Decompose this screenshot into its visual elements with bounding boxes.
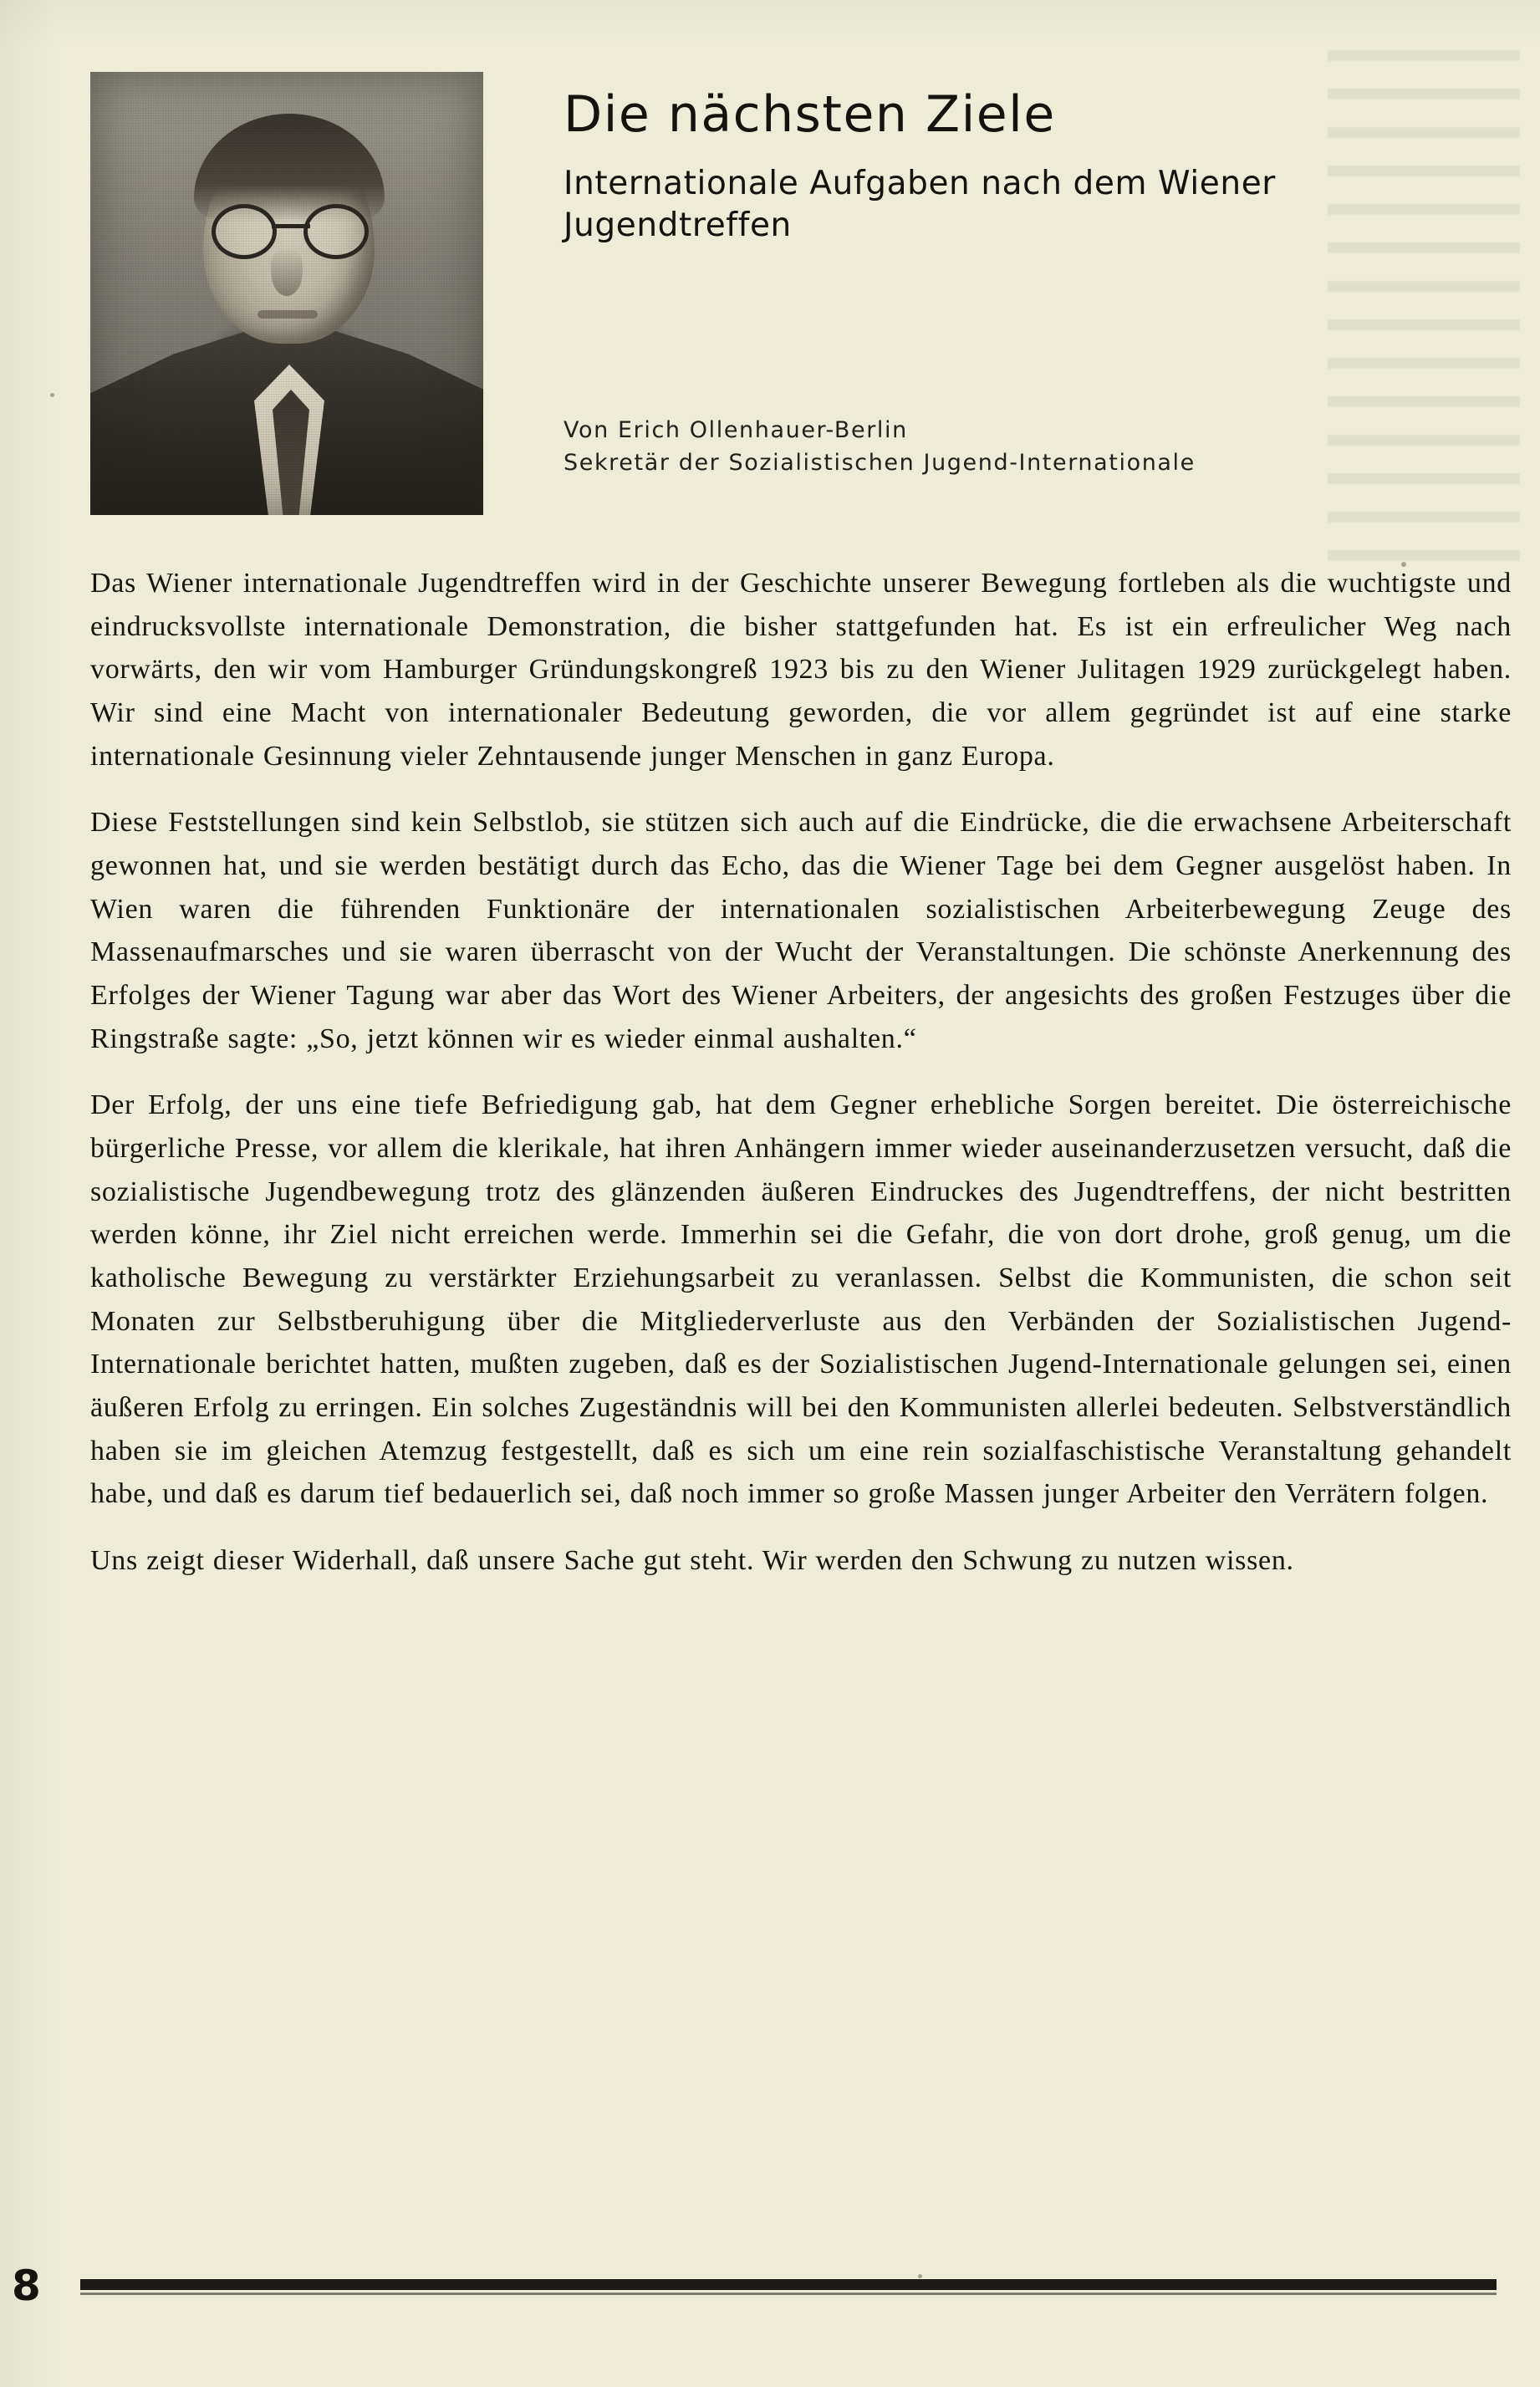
article	[90, 72, 1512, 1583]
paper-speck	[918, 2274, 922, 2278]
paragraph: Diese Feststellungen sind kein Selbstlob, sie stützen sich auch auf die Eindrücke, die die erwachsene Arbeiterschaft gewonnen hat, und sie werden bestätigt durch das Echo, das die Wiener Tage bei dem Gegner ausgelöst haben. In Wien waren die führenden Funktionäre der internationalen sozialistischen Arbeiterbewegung Zeuge des Massenaufmarsches und sie waren überrascht von der Wucht der Veranstaltungen. Die schönste Anerkennung des Erfolges der Wiener Tagung war aber das Wort des Wiener Arbeiters, der angesichts des großen Festzuges über die Ringstraße sagte: „So, jetzt können wir es wieder einmal aushalten.“	[90, 807, 1512, 1054]
title-block	[483, 72, 1512, 479]
paragraph: Uns zeigt dieser Widerhall, daß unsere Sache gut steht. Wir werden den Schwung zu nutzen wissen.	[90, 1545, 1294, 1577]
page-title: Die nächsten Ziele	[563, 85, 1056, 144]
page-subtitle: Internationale Aufgaben nach dem Wiener Jugendtreffen	[563, 165, 1276, 244]
page-number: 8	[12, 2262, 41, 2310]
paragraph: Der Erfolg, der uns eine tiefe Befriedigung gab, hat dem Gegner erhebliche Sorgen bereitet. Die österreichische bürgerliche Presse, vor allem die klerikale, hat ihren Anhängern immer wieder auseinanderzusetzen versucht, daß die sozialistische Jugendbewegung trotz des glänzenden äußeren Eindruckes des Jugendtreffens, der nicht bestritten werden könne, ihr Ziel nicht erreichen werde. Immerhin sei die Gefahr, die von dort drohe, groß genug, um die katholische Bewegung zu verstärkter Erziehungsarbeit zu veranlassen. Selbst die Kommunisten, die schon seit Monaten zur Selbstberuhigung über die Mitgliederverluste aus den Verbänden der Sozialistischen Jugend-Internationale berichtet hatten, mußten zugeben, daß es der Sozialistischen Jugend-Internationale gelungen sei, einen äußeren Erfolg zu erringen. Ein solches Zugeständnis will bei den Kommunisten allerlei bedeuten. Selbstverständlich haben sie im gleichen Atemzug festgestellt, daß es sich um eine rein sozialfaschistische Veranstaltung gehandelt habe, und daß es darum tief bedauerlich sei, daß noch immer so große Massen junger Arbeiter den Verrätern folgen.	[90, 1089, 1512, 1510]
portrait-vignette	[90, 72, 483, 515]
portrait-photo	[90, 72, 483, 515]
article-header	[90, 72, 1512, 515]
byline	[563, 414, 1512, 479]
paper-speck	[50, 393, 54, 397]
article-body	[90, 562, 1512, 1583]
byline-role: Sekretär der Sozialistischen Jugend-Internationale	[563, 449, 1196, 476]
byline-author: Von Erich Ollenhauer-Berlin	[563, 416, 908, 443]
paragraph: Das Wiener internationale Jugendtreffen wird in der Geschichte unserer Bewegung fortleben als die wuchtigste und eindrucksvollste internationale Demonstration, die bisher stattgefunden hat. Es ist ein erfreulicher Weg nach vorwärts, den wir vom Hamburger Gründungskongreß 1923 bis zu den Wiener Julitagen 1929 zurückgelegt haben. Wir sind eine Macht von internationaler Bedeutung geworden, die vor allem gegründet ist auf eine starke internationale Gesinnung vieler Zehntausende junger Menschen in ganz Europa.	[90, 568, 1512, 772]
footer-rule	[80, 2279, 1497, 2290]
